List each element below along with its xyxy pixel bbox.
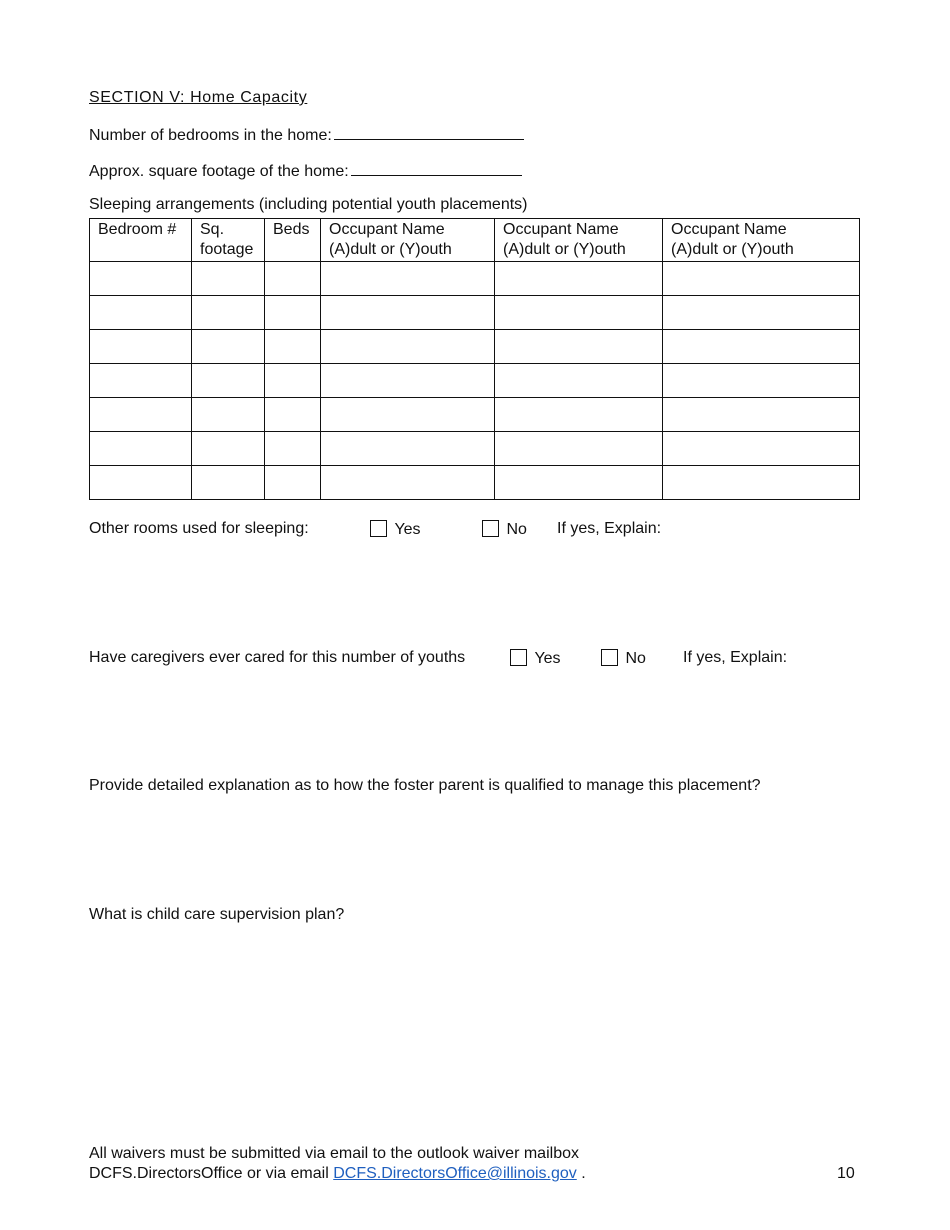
page-number: 10 xyxy=(837,1165,855,1182)
table-cell[interactable] xyxy=(663,466,860,500)
caregivers-no-checkbox[interactable] xyxy=(601,649,618,666)
table-row xyxy=(90,330,860,364)
table-cell[interactable] xyxy=(192,398,265,432)
header-line1: Sq. xyxy=(200,221,225,238)
table-cell[interactable] xyxy=(321,296,495,330)
caregivers-yes-label: Yes xyxy=(534,650,561,667)
header-line2: (A)dult or (Y)outh xyxy=(503,241,626,258)
table-row xyxy=(90,262,860,296)
sleeping-caption: Sleeping arrangements (including potential youth placements) xyxy=(89,196,528,213)
header-line1: Occupant Name xyxy=(329,221,445,238)
table-cell[interactable] xyxy=(192,466,265,500)
table-cell[interactable] xyxy=(90,432,192,466)
table-cell[interactable] xyxy=(265,330,321,364)
header-line1: Occupant Name xyxy=(503,221,619,238)
header-occupant-3 xyxy=(663,219,860,262)
table-cell[interactable] xyxy=(265,466,321,500)
other-rooms-explain-label: If yes, Explain: xyxy=(557,520,662,537)
header-beds xyxy=(265,219,321,262)
sqft-field xyxy=(89,161,522,181)
bedrooms-input-line[interactable] xyxy=(334,125,524,140)
table-cell[interactable] xyxy=(495,466,663,500)
table-cell[interactable] xyxy=(321,398,495,432)
sqft-label: Approx. square footage of the home: xyxy=(89,163,349,180)
supervision-question: What is child care supervision plan? xyxy=(89,906,345,923)
sleeping-arrangements-table xyxy=(89,218,860,500)
table-row xyxy=(90,432,860,466)
table-cell[interactable] xyxy=(265,262,321,296)
table-cell[interactable] xyxy=(192,432,265,466)
table-cell[interactable] xyxy=(90,330,192,364)
bedrooms-field xyxy=(89,125,524,145)
table-cell[interactable] xyxy=(495,330,663,364)
header-occupant-1 xyxy=(321,219,495,262)
table-row xyxy=(90,364,860,398)
other-rooms-question: Other rooms used for sleeping: xyxy=(89,520,309,537)
caregivers-no-option[interactable] xyxy=(601,649,646,668)
other-rooms-no-label: No xyxy=(506,521,527,538)
table-cell[interactable] xyxy=(663,364,860,398)
other-rooms-yes-option[interactable] xyxy=(370,520,421,539)
header-occupant-2 xyxy=(495,219,663,262)
sqft-input-line[interactable] xyxy=(351,161,522,176)
header-line2: (A)dult or (Y)outh xyxy=(671,241,794,258)
table-row xyxy=(90,466,860,500)
footer-line1: All waivers must be submitted via email to the outlook waiver mailbox xyxy=(89,1145,579,1162)
caregivers-explain-label: If yes, Explain: xyxy=(683,649,788,666)
table-cell[interactable] xyxy=(90,296,192,330)
table-cell[interactable] xyxy=(663,432,860,466)
table-cell[interactable] xyxy=(321,330,495,364)
header-line1: Occupant Name xyxy=(671,221,787,238)
table-cell[interactable] xyxy=(321,262,495,296)
table-cell[interactable] xyxy=(90,466,192,500)
table-row xyxy=(90,398,860,432)
other-rooms-yes-checkbox[interactable] xyxy=(370,520,387,537)
footer-line2 xyxy=(89,1165,586,1183)
table-cell[interactable] xyxy=(90,398,192,432)
footer-prefix: DCFS.DirectorsOffice or via email xyxy=(89,1165,329,1182)
table-cell[interactable] xyxy=(265,432,321,466)
caregivers-yes-option[interactable] xyxy=(510,649,561,668)
email-link[interactable]: DCFS.DirectorsOffice@illinois.gov xyxy=(333,1165,577,1182)
header-line1: Bedroom # xyxy=(98,221,177,238)
table-header-row xyxy=(90,219,860,262)
table-cell[interactable] xyxy=(663,296,860,330)
header-sq-footage xyxy=(192,219,265,262)
header-line2: footage xyxy=(200,241,254,258)
footer-suffix: . xyxy=(581,1165,586,1182)
other-rooms-no-checkbox[interactable] xyxy=(482,520,499,537)
header-line1: Beds xyxy=(273,221,310,238)
other-rooms-yes-label: Yes xyxy=(394,521,421,538)
header-line2: (A)dult or (Y)outh xyxy=(329,241,452,258)
table-cell[interactable] xyxy=(90,364,192,398)
caregivers-yes-checkbox[interactable] xyxy=(510,649,527,666)
header-bedroom xyxy=(90,219,192,262)
table-cell[interactable] xyxy=(192,330,265,364)
table-cell[interactable] xyxy=(265,398,321,432)
table-cell[interactable] xyxy=(321,432,495,466)
other-rooms-no-option[interactable] xyxy=(482,520,527,539)
table-cell[interactable] xyxy=(495,432,663,466)
table-cell[interactable] xyxy=(192,262,265,296)
table-body xyxy=(90,262,860,500)
table-cell[interactable] xyxy=(495,364,663,398)
table-row xyxy=(90,296,860,330)
table-cell[interactable] xyxy=(265,364,321,398)
caregivers-no-label: No xyxy=(625,650,646,667)
table-cell[interactable] xyxy=(321,466,495,500)
table-cell[interactable] xyxy=(663,398,860,432)
table-cell[interactable] xyxy=(495,296,663,330)
qualification-question: Provide detailed explanation as to how the foster parent is qualified to manage this placement? xyxy=(89,777,761,794)
table-cell[interactable] xyxy=(663,330,860,364)
table-cell[interactable] xyxy=(321,364,495,398)
table-cell[interactable] xyxy=(265,296,321,330)
table-cell[interactable] xyxy=(192,296,265,330)
table-cell[interactable] xyxy=(90,262,192,296)
table-cell[interactable] xyxy=(663,262,860,296)
section-title: SECTION V: Home Capacity xyxy=(89,89,308,106)
table-cell[interactable] xyxy=(495,398,663,432)
table-cell[interactable] xyxy=(192,364,265,398)
bedrooms-label: Number of bedrooms in the home: xyxy=(89,127,332,144)
table-cell[interactable] xyxy=(495,262,663,296)
caregivers-question: Have caregivers ever cared for this number of youths xyxy=(89,649,466,666)
